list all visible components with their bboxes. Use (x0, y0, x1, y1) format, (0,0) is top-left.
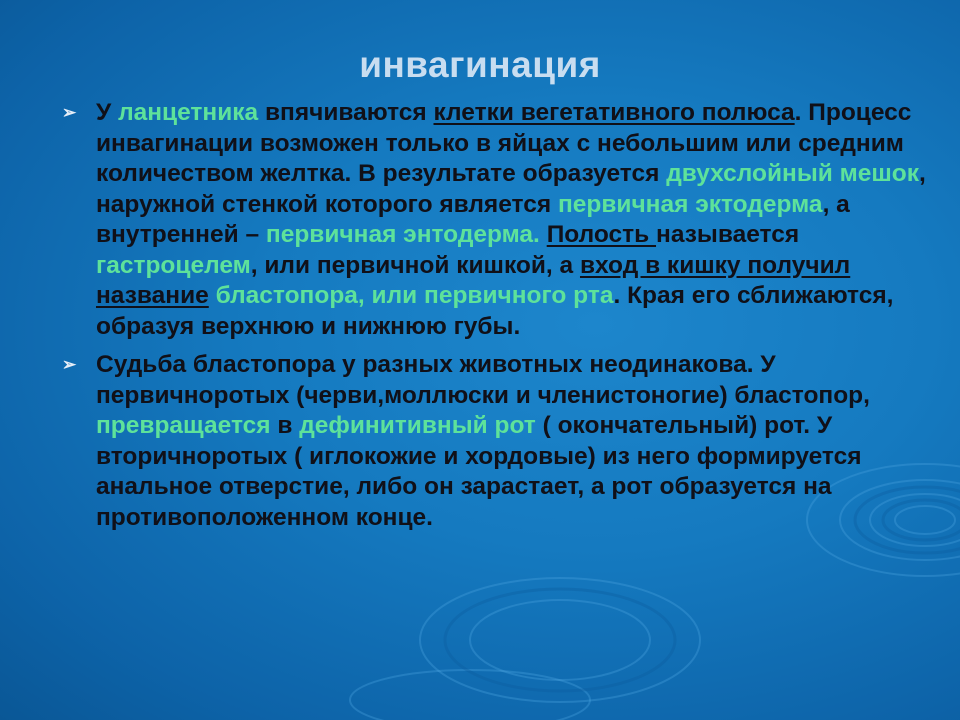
highlight-term: дефинитивный рот (299, 412, 536, 439)
highlight-term: первичная энтодерма. (265, 221, 540, 248)
text-run: . Края его сближаются, образуя верхнюю и нижнюю губы. (96, 282, 894, 340)
text-run: , а внутренней – (96, 190, 850, 248)
text-run: впячиваются (258, 99, 434, 126)
text-run: , или первичной кишкой, а (250, 251, 580, 279)
highlight-term: бластопора, или первичного рта (215, 282, 614, 309)
text-run: У (96, 99, 119, 126)
bullet-text (96, 98, 932, 342)
text-run: ( окончательный) рот. У вторичноротых ( иглокожие и хордовые) из него формируется анальное отверстие, либо он зарастает, а рот образуется на противоположенном конце. (96, 412, 862, 531)
bullet-text (96, 350, 932, 533)
text-run: . Процесс инвагинации возможен только в яйцах с небольшим или средним количеством желтка. В результате образуется (96, 99, 912, 187)
slide-title: инвагинация (359, 44, 601, 85)
underlined-term: клетки вегетативного полюса (433, 99, 795, 126)
bullet-item (62, 98, 932, 342)
text-run (540, 221, 547, 248)
text-run: Судьба бластопора у разных животных неодинакова. У первичноротых (черви,моллюски и членистоногие) бластопор, (96, 351, 870, 409)
bullet-item (62, 350, 932, 533)
arrow-bullet-icon: ➢ (62, 103, 77, 122)
text-run (209, 282, 216, 309)
highlight-term: первичная эктодерма (557, 190, 823, 218)
highlight-term: гастроцелем (96, 251, 251, 279)
highlight-term: превращается (96, 412, 271, 439)
arrow-bullet-icon: ➢ (62, 355, 77, 374)
highlight-term: двухслойный мешок (666, 160, 920, 187)
underlined-term: вход в кишку получил название (96, 251, 851, 309)
text-run: в (270, 412, 300, 439)
text-run: , наружной стенкой которого является (96, 160, 926, 218)
slide-body (62, 98, 932, 541)
highlight-term: ланцетника (118, 99, 259, 126)
text-run: называется (656, 221, 800, 248)
underlined-term: Полость (546, 221, 657, 248)
